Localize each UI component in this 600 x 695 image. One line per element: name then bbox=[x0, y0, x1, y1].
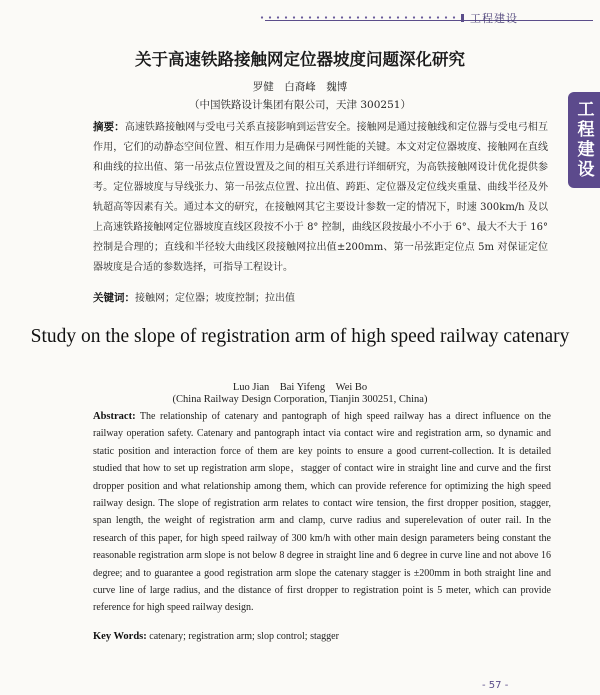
english-abstract-text: The relationship of catenary and pantograph of high speed railway has a direct influence on the railway operation safety. Catenary and pantograph intact via contact wire and registration arm, so dynamic and static position and interaction force of them are key points to ensure a good current-collection. It is detailed studied that how to set up registration arm slope，stagger of contact wire in straight line and curve and the first dropper position and what relationship among them, which can provide reference for optimizing the high speed railway design. The slope of registration arm relates to contact wire tension, the first dropper position, stagger, span length, the weight of registration arm and clamp, curve radius and superelevation of outer rail. In the research of this paper, for high speed railway of 300 km/h with other main design parameters being constant the reasonable registration arm slope is not below 8 degree in straight line and 6 degree in curve line and not above 16 degree; and to guarantee a good registration arm slope the catenary stagger is ±200mm in both straight line and curve line of large radius, and the distance of first dropper to registration point is 5 meter, which can provide reference for high speed railway design. bbox=[93, 411, 551, 614]
english-title: Study on the slope of registration arm of high speed railway catenary bbox=[30, 326, 570, 347]
chinese-keywords-label: 关键词： bbox=[93, 292, 135, 304]
chinese-abstract-text: 高速铁路接触网与受电弓关系直接影响到运营安全。接触网是通过接触线和定位器与受电弓相互作用，它们的动静态空间位置、相互作用力是确保弓网性能的关键。本文对定位器坡度、接触网在直线和曲线的拉出值、第一吊弦点位置设置及之间的相互关系进行详细研究，为高铁接触网设计优化提供参考。定位器坡度与导线张力、第一吊弦点位置、拉出值、跨距、定位器及定位线夹重量、曲线半径及外轨超高等因素有关。通过本文的研究，在接触网其它主要设计参数一定的情况下，时速 300km/h 及以上高速铁路接触网定位器坡度直线区段按不小于 8° 控制，曲线区段按最小不小于 6°、最大不大于 16° 控制是合理的；直线和半径较大曲线区段接触网拉出值±200mm、第一吊弦距定位点 5m 对保证定位器坡度是合适的参数选择，可指导工程设计。 bbox=[93, 122, 549, 273]
page-number: - 57 - bbox=[482, 680, 509, 691]
english-keywords-text: catenary; registration arm; slop control; stagger bbox=[149, 631, 339, 642]
chinese-title: 关于高速铁路接触网定位器坡度问题深化研究 bbox=[135, 50, 465, 69]
english-authors: Luo Jian Bai Yifeng Wei Bo bbox=[232, 382, 368, 393]
chinese-keywords bbox=[93, 289, 548, 305]
header-rule bbox=[265, 20, 593, 21]
chinese-abstract-label: 摘要： bbox=[93, 121, 125, 133]
english-abstract-label: Abstract: bbox=[93, 411, 136, 422]
chinese-keywords-text: 接触网；定位器；坡度控制；拉出值 bbox=[135, 293, 295, 304]
header-marker bbox=[461, 14, 464, 22]
chinese-affiliation: （中国铁路设计集团有限公司，天津 300251） bbox=[189, 99, 411, 111]
header-dotted-rule bbox=[258, 16, 458, 19]
chinese-authors: 罗健 白裔峰 魏博 bbox=[252, 81, 348, 93]
english-abstract bbox=[93, 408, 551, 617]
chinese-abstract bbox=[93, 117, 548, 278]
running-head: 工程建设 bbox=[470, 12, 518, 25]
english-keywords bbox=[93, 631, 551, 642]
english-affiliation: (China Railway Design Corporation, Tianjin 300251, China) bbox=[172, 394, 428, 405]
section-side-tab: 工程建设 bbox=[568, 92, 600, 188]
english-keywords-label: Key Words: bbox=[93, 631, 147, 642]
